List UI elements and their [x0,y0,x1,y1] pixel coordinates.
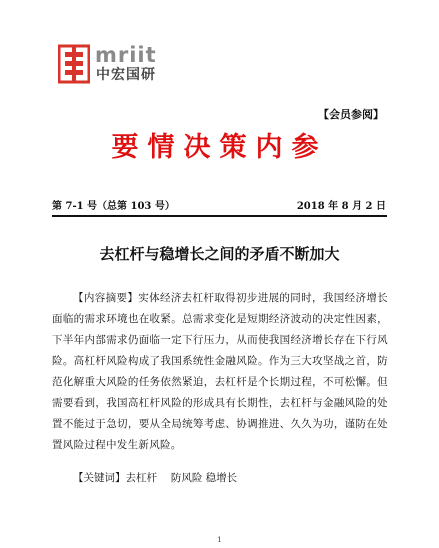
member-tag: 【会员参阅】 [318,108,384,121]
mriit-logo-icon [58,44,90,84]
keywords-label: 【关键词】 [73,472,126,484]
issue-date: 2018 年 8 月 2 日 [296,201,386,212]
logo-wordmark: mriit [95,43,157,67]
header-divider [52,215,387,217]
issue-info-row [52,197,386,213]
brand-logo [58,44,198,88]
abstract-paragraph [52,288,388,456]
publication-title: 要情决策内参 [111,132,328,163]
logo-chinese-name: 中宏国研 [96,67,156,83]
keywords-paragraph [52,468,388,489]
keywords-text: 去杠杆 防风险 稳增长 [125,472,238,484]
page-number: 1 [217,536,222,544]
abstract-text: 实体经济去杠杆取得初步进展的同时，我国经济增长面临的需求环境也在收紧。总需求变化是短期经济波动的决定性因素，下半年内部需求仍面临一定下行压力，从而使我国经济增长存在下行风险。高杠杆风险构成了我国系统性金融风险。作为三大攻坚战之首，防范化解重大风险的任务依然紧迫，去杠杆是个长期过程，不可松懈。但需要看到，我国高杠杆风险的形成具有长期性，去杠杆与金融风险的处置不能过于急切，要从全局统筹考虑、协调推进、久久为功，谨防在处置风险过程中发生新风险。 [52,292,388,451]
article-headline: 去杠杆与稳增长之间的矛盾不断加大 [99,245,340,263]
abstract-label: 【内容摘要】 [73,292,139,304]
issue-number: 第 7-1 号（总第 103 号） [52,201,175,212]
